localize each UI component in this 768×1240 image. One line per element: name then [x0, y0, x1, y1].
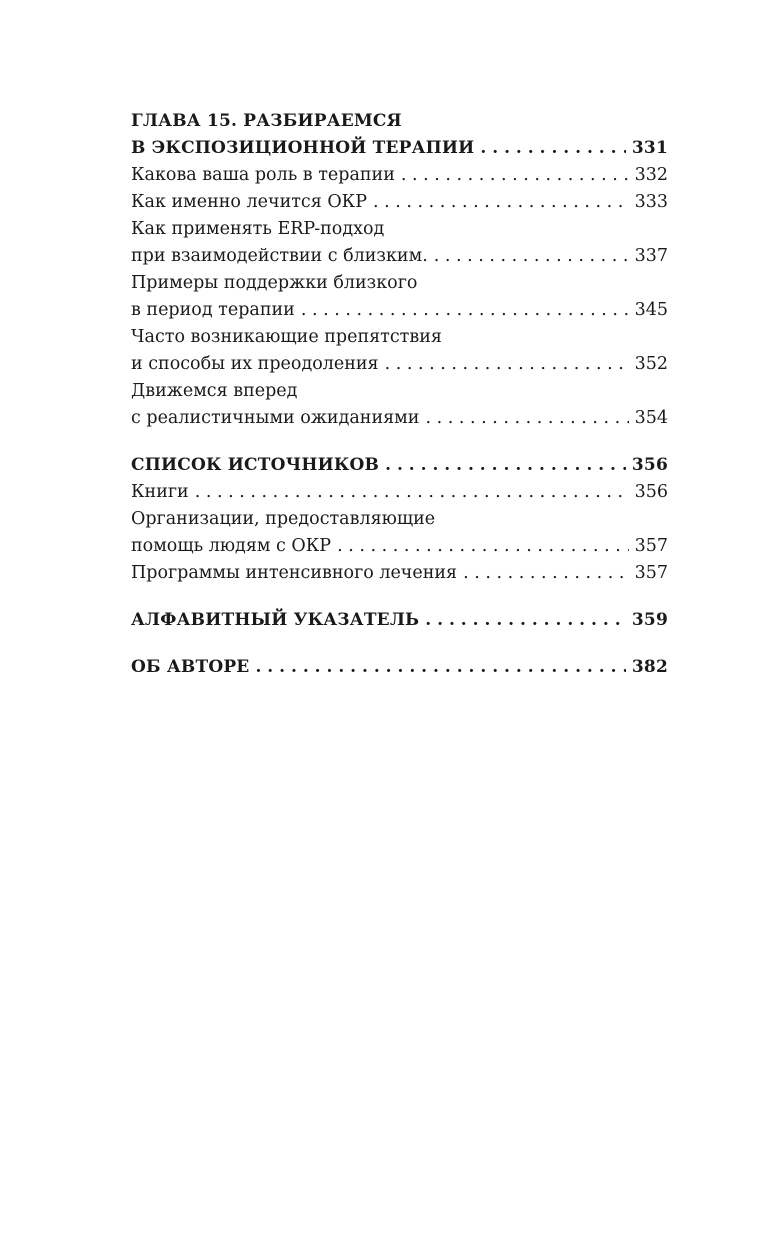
section-title	[131, 607, 668, 634]
leader-dots	[385, 351, 629, 378]
toc-entry	[131, 297, 668, 324]
toc-entry-line1	[131, 216, 668, 243]
leader-dots	[425, 405, 628, 432]
section-title-text: СПИСОК ИСТОЧНИКОВ	[131, 455, 380, 475]
entry-text: Как именно лечится ОКР	[131, 192, 367, 212]
leader-dots	[425, 607, 626, 634]
entry-text: Организации, предоставляющие	[131, 509, 436, 529]
entry-text: и способы их преодоления	[131, 354, 379, 374]
entry-text: Программы интенсивного лечения	[131, 563, 458, 583]
toc-entry	[131, 479, 668, 506]
page-number: 337	[634, 246, 668, 266]
entry-text: в период терапии	[131, 300, 295, 320]
page-number: 359	[631, 610, 668, 630]
page-number: 356	[634, 482, 668, 502]
toc-entry	[131, 405, 668, 432]
entry-text: Какова ваша роль в терапии	[131, 165, 395, 185]
page-number: 352	[634, 354, 668, 374]
section-title-text: ОБ АВТОРЕ	[131, 657, 250, 677]
page-number: 382	[631, 657, 668, 677]
leader-dots	[301, 297, 629, 324]
section-title-text: АЛФАВИТНЫЙ УКАЗАТЕЛЬ	[131, 610, 420, 630]
toc-entry-line1	[131, 506, 668, 533]
toc-entry	[131, 243, 668, 270]
page-number: 331	[631, 138, 668, 158]
leader-dots	[401, 162, 629, 189]
entry-text: Примеры поддержки близкого	[131, 273, 418, 293]
table-of-contents	[131, 108, 668, 681]
toc-entry-line1	[131, 270, 668, 297]
toc-entry	[131, 533, 668, 560]
page-number: 357	[634, 563, 668, 583]
leader-dots	[463, 560, 628, 587]
entry-text: Как применять ERP-подход	[131, 219, 385, 239]
toc-entry	[131, 189, 668, 216]
page-number: 354	[634, 408, 668, 428]
toc-entry	[131, 162, 668, 189]
entry-text: Книги	[131, 482, 189, 502]
entry-text: с реалистичными ожиданиями	[131, 408, 420, 428]
leader-dots	[373, 189, 629, 216]
entry-text: Часто возникающие препятствия	[131, 327, 442, 347]
chapter-title-text: В ЭКСПОЗИЦИОННОЙ ТЕРАПИИ	[131, 138, 475, 158]
section-title	[131, 654, 668, 681]
toc-entry-line1	[131, 378, 668, 405]
leader-dots	[480, 135, 625, 162]
chapter-title-line1	[131, 108, 668, 135]
chapter-title-line2	[131, 135, 668, 162]
entry-text: при взаимодействии с близким.	[131, 246, 428, 266]
page-number: 345	[634, 300, 668, 320]
entry-text: Движемся вперед	[131, 381, 298, 401]
leader-dots	[337, 533, 629, 560]
toc-entry	[131, 560, 668, 587]
section-title	[131, 452, 668, 479]
page-number: 357	[634, 536, 668, 556]
entry-text: помощь людям с ОКР	[131, 536, 332, 556]
leader-dots	[385, 452, 626, 479]
chapter-title-text: ГЛАВА 15. РАЗБИРАЕМСЯ	[131, 111, 402, 131]
toc-entry-line1	[131, 324, 668, 351]
page-number: 332	[634, 165, 668, 185]
toc-entry	[131, 351, 668, 378]
section-spacer	[131, 432, 668, 452]
page-number: 333	[634, 192, 668, 212]
page-number: 356	[631, 455, 668, 475]
leader-dots	[255, 654, 625, 681]
leader-dots	[434, 243, 629, 270]
section-spacer	[131, 634, 668, 654]
leader-dots	[195, 479, 629, 506]
section-spacer	[131, 587, 668, 607]
